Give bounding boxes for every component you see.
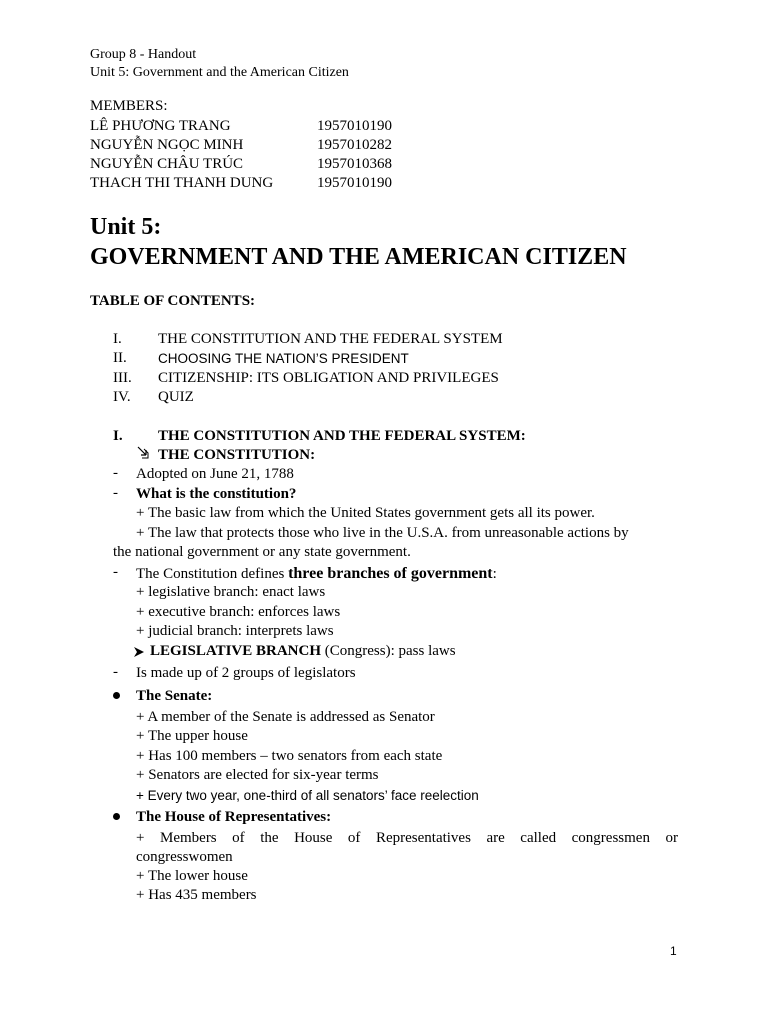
house-heading: The House of Representatives: — [136, 809, 332, 825]
dash-bullet: - — [113, 465, 118, 481]
legislative-branch-line — [150, 642, 456, 661]
dash-bullet: - — [113, 485, 118, 501]
toc-item-number: I. — [113, 331, 122, 347]
toc-item-text: THE CONSTITUTION AND THE FEDERAL SYSTEM — [158, 331, 503, 347]
protects-line: + The law that protects those who live in the U.S.A. from unreasonable actions by — [136, 525, 629, 541]
circle-bullet-icon — [113, 813, 120, 820]
circle-bullet-icon — [113, 692, 120, 699]
page-number: 1 — [670, 944, 677, 958]
senate-line: + A member of the Senate is addressed as Senator — [136, 709, 435, 725]
toc-item-number: II. — [113, 350, 127, 366]
branch-line: + executive branch: enforces laws — [136, 604, 341, 620]
house-members-line: + Members of the House of Representatives are called congressmen or — [136, 830, 678, 846]
member-id: 1957010282 — [317, 137, 392, 153]
legislative-rest: (Congress): pass laws — [321, 643, 456, 659]
section-number: I. — [113, 428, 123, 444]
arrowhead-bullet-icon — [133, 645, 145, 657]
what-is-question: What is the constitution? — [136, 486, 297, 502]
member-name: THACH THI THANH DUNG — [90, 175, 274, 191]
senate-line: + The upper house — [136, 728, 248, 744]
defines-bold: three branches of government — [288, 565, 493, 582]
dash-bullet: - — [113, 664, 118, 680]
senate-line: + Every two year, one-third of all senators’ face reelection — [136, 788, 479, 803]
member-id: 1957010190 — [317, 175, 392, 191]
defines-colon: : — [492, 566, 497, 582]
senate-line: + Has 100 members – two senators from each state — [136, 748, 443, 764]
toc-item-number: IV. — [113, 389, 131, 405]
member-name: NGUYỄN CHÂU TRÚC — [90, 156, 244, 172]
sub-heading-constitution: THE CONSTITUTION: — [158, 447, 316, 463]
hand-pointer-icon — [136, 445, 152, 461]
dash-bullet: - — [113, 564, 118, 580]
basic-law-line: + The basic law from which the United States government gets all its power. — [136, 505, 595, 521]
protects-line-cont: the national government or any state government. — [113, 544, 411, 560]
member-id: 1957010368 — [317, 156, 392, 172]
toc-heading: TABLE OF CONTENTS: — [90, 293, 256, 309]
adopted-line: Adopted on June 21, 1788 — [136, 466, 294, 482]
toc-item-text: CITIZENSHIP: ITS OBLIGATION AND PRIVILEGES — [158, 370, 499, 386]
defines-text: The Constitution defines — [136, 566, 289, 582]
made-up-line: Is made up of 2 groups of legislators — [136, 665, 356, 681]
house-line: + The lower house — [136, 868, 248, 884]
page-title: GOVERNMENT AND THE AMERICAN CITIZEN — [90, 244, 627, 270]
senate-heading: The Senate: — [136, 688, 213, 704]
unit-title: Unit 5: — [90, 214, 162, 240]
toc-item-number: III. — [113, 370, 132, 386]
members-label: MEMBERS: — [90, 98, 168, 114]
member-id: 1957010190 — [317, 118, 392, 134]
member-name: NGUYỄN NGỌC MINH — [90, 137, 244, 153]
header-group: Group 8 - Handout — [90, 47, 197, 62]
header-unit: Unit 5: Government and the American Citizen — [90, 65, 349, 80]
toc-item-text: QUIZ — [158, 389, 194, 405]
toc-item-text: CHOOSING THE NATION’S PRESIDENT — [158, 351, 409, 366]
branch-line: + legislative branch: enact laws — [136, 584, 326, 600]
legislative-bold: LEGISLATIVE BRANCH — [150, 643, 322, 659]
member-name: LÊ PHƯƠNG TRANG — [90, 118, 231, 134]
section-heading: THE CONSTITUTION AND THE FEDERAL SYSTEM: — [158, 428, 526, 444]
house-line: + Has 435 members — [136, 887, 257, 903]
defines-line — [136, 564, 497, 584]
branch-line: + judicial branch: interprets laws — [136, 623, 334, 639]
senate-line: + Senators are elected for six-year terms — [136, 767, 379, 783]
house-members-line-cont: congresswomen — [136, 849, 233, 865]
